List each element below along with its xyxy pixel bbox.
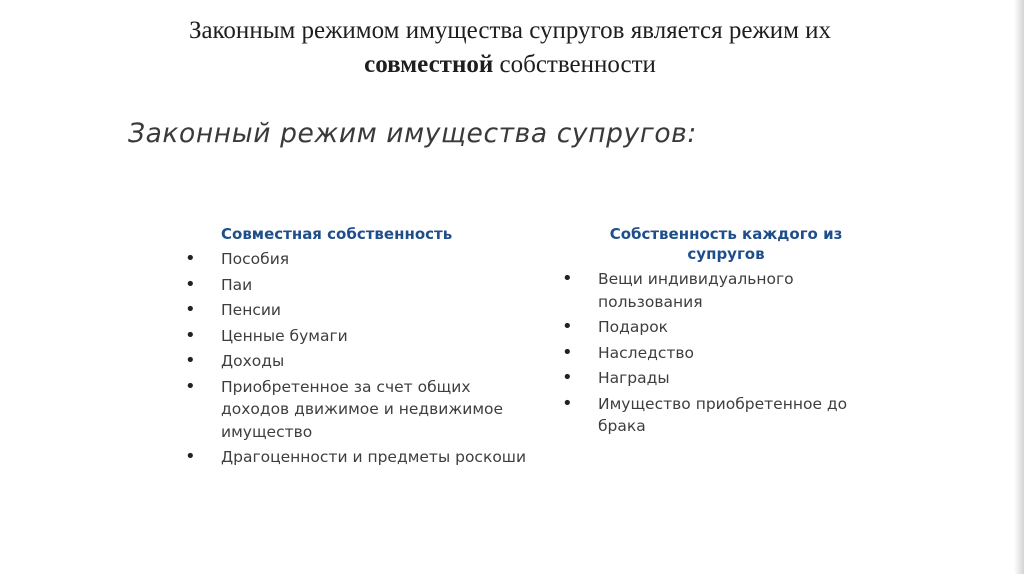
list-item-text: Наследство [598, 343, 695, 362]
right-column-heading: Собственность каждого из супругов [609, 225, 843, 263]
left-column [185, 224, 545, 472]
list-item-text: Вещи индивидуального пользования [598, 270, 794, 311]
bullet-icon: • [185, 446, 196, 467]
bullet-icon: • [185, 299, 196, 320]
right-column [562, 224, 892, 441]
list-item [562, 268, 868, 313]
bullet-icon: • [185, 273, 196, 295]
list-item [562, 367, 892, 390]
slide-title [60, 14, 960, 82]
list-item [185, 446, 531, 469]
list-item-text: Ценные бумаги [221, 326, 348, 345]
title-rest: собственности [493, 51, 656, 78]
list-item-text: Приобретенное за счет общих доходов движимое и недвижимое имущество [221, 377, 504, 441]
list-item [185, 376, 531, 444]
slide-subheading: Законный режим имущества супругов: [128, 118, 697, 149]
bullet-icon: • [562, 316, 573, 337]
list-item-text: Имущество приобретенное до брака [598, 394, 848, 435]
list-item-text: Пенсии [221, 301, 281, 319]
list-item [185, 350, 545, 373]
list-item-text: Подарок [598, 318, 669, 336]
list-item [562, 316, 892, 339]
list-item [185, 325, 545, 348]
list-item-text: Драгоценности и предметы роскоши [221, 448, 527, 466]
list-item [185, 248, 545, 271]
list-item-text: Пособия [221, 250, 290, 268]
bullet-icon: • [562, 341, 573, 363]
list-item-text: Доходы [221, 352, 285, 370]
list-item-text: Паи [221, 275, 253, 294]
bullet-icon: • [562, 268, 573, 289]
bullet-icon: • [185, 248, 196, 269]
title-bold-word: совместной [364, 51, 494, 78]
slide-edge-shadow [1014, 0, 1024, 574]
bullet-icon: • [562, 392, 573, 414]
list-item [562, 393, 888, 438]
right-list [562, 268, 892, 438]
left-column-heading: Совместная собственность [221, 225, 453, 243]
bullet-icon: • [185, 375, 196, 397]
list-item [185, 274, 545, 297]
bullet-icon: • [562, 367, 573, 388]
list-item-text: Награды [598, 369, 670, 387]
title-line1: Законным режимом имущества супругов является режим их [188, 17, 832, 44]
bullet-icon: • [185, 350, 196, 371]
bullet-icon: • [185, 324, 196, 346]
list-item [185, 299, 545, 322]
list-item [562, 342, 892, 365]
left-list [185, 248, 545, 469]
